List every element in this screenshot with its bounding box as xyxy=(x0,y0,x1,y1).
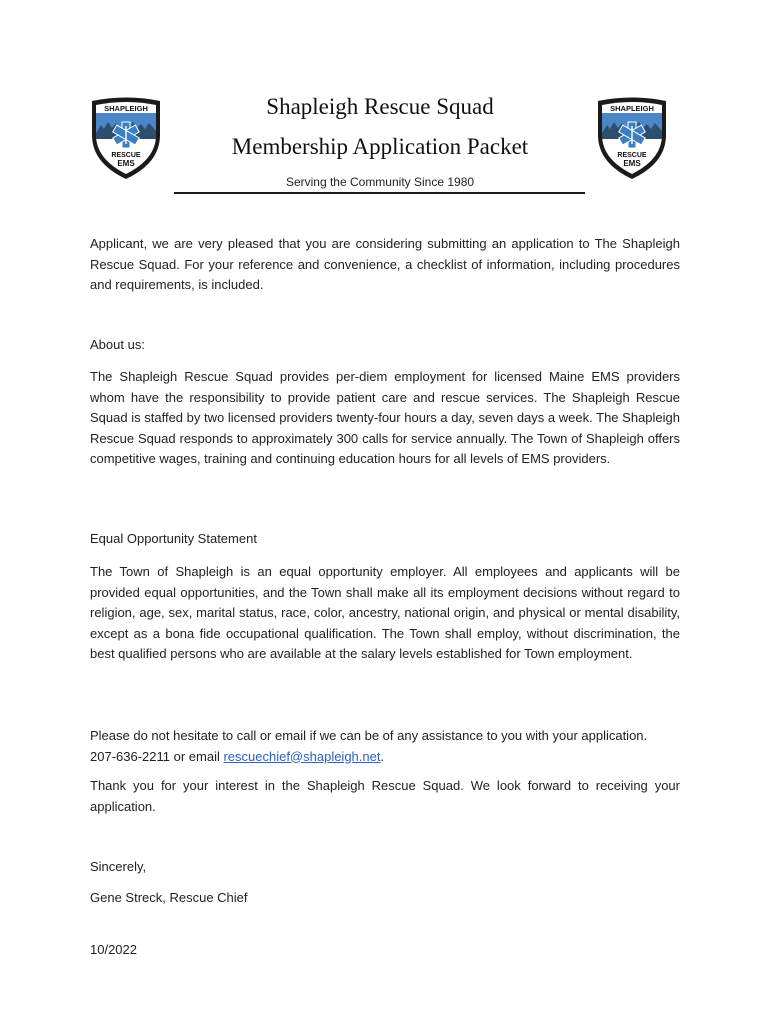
page-subtitle: Membership Application Packet xyxy=(231,134,529,159)
svg-text:RESCUE: RESCUE xyxy=(111,152,141,159)
svg-text:EMS: EMS xyxy=(117,159,135,168)
eeo-heading: Equal Opportunity Statement xyxy=(90,531,257,546)
svg-text:SHAPLEIGH: SHAPLEIGH xyxy=(610,104,654,113)
svg-text:EMS: EMS xyxy=(623,159,641,168)
email-link[interactable]: rescuechief@shapleigh.net xyxy=(223,748,381,764)
contact-period: . xyxy=(380,748,385,764)
contact-phone: 207-636-2211 or email xyxy=(90,748,224,764)
page-title: Shapleigh Rescue Squad xyxy=(266,94,494,119)
about-paragraph: The Shapleigh Rescue Squad provides per-diem employment for licensed Maine EMS providers whom have the responsibility to provide patient care and rescue services. The Shapleigh Rescue Squad is staffed by two licensed providers twenty-four hours a day, seven days a week. The Shapleigh Rescue Squad responds to approximately 300 calls for service annually. The Town of Shapleigh offers competitive wages, training and continuing education hours for all levels of EMS providers. xyxy=(90,369,680,466)
header-divider xyxy=(174,192,585,194)
document-date: 10/2022 xyxy=(90,942,137,957)
contact-paragraph xyxy=(90,726,680,767)
closing: Sincerely, xyxy=(90,859,147,874)
intro-paragraph: Applicant, we are very pleased that you are considering submitting an application to The Shapleigh Rescue Squad. For your reference and convenience, a checklist of information, including procedures and requirements, is included. xyxy=(90,236,680,292)
svg-text:SHAPLEIGH: SHAPLEIGH xyxy=(104,104,148,113)
about-heading: About us: xyxy=(90,337,145,352)
contact-line: Please do not hesitate to call or email if we can be of any assistance to you with your application. xyxy=(90,728,648,743)
signature: Gene Streck, Rescue Chief xyxy=(90,890,248,905)
svg-text:RESCUE: RESCUE xyxy=(617,152,647,159)
shapleigh-rescue-badge-logo xyxy=(89,95,163,181)
shapleigh-rescue-badge-logo-right xyxy=(595,95,669,181)
tagline: Serving the Community Since 1980 xyxy=(285,175,475,189)
eeo-paragraph: The Town of Shapleigh is an equal opportunity employer. All employees and applicants will be provided equal opportunities, and the Town shall make all its employment decisions without regard to religion, age, sex, marital status, race, color, ancestry, national origin, and physical or mental disability, except as a bona fide occupational qualification. The Town shall employ, without discrimination, the best qualified persons who are available at the salary levels established for Town employment. xyxy=(90,564,680,661)
thanks-paragraph: Thank you for your interest in the Shapleigh Rescue Squad. We look forward to receiving your application. xyxy=(90,778,680,814)
